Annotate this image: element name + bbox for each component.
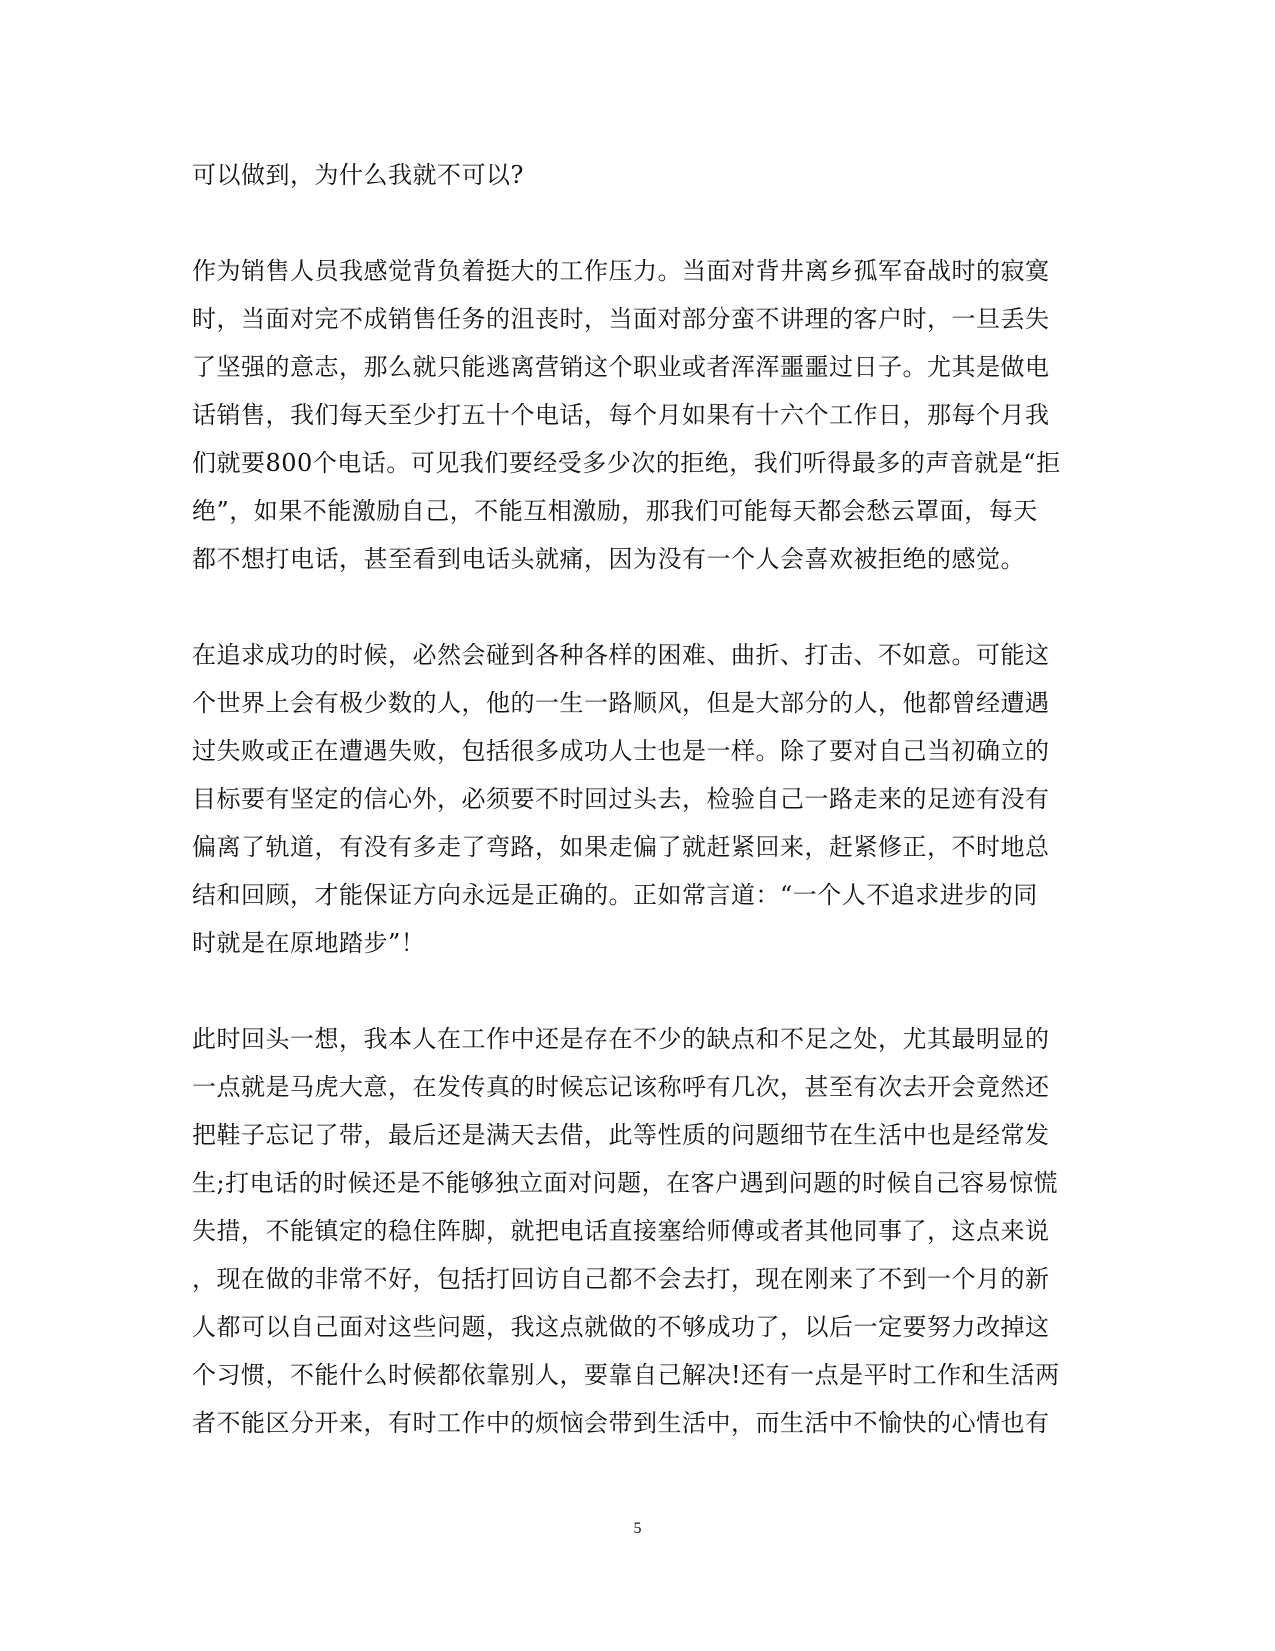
paragraph-3-line-3: 过失败或正在遭遇失败，包括很多成功人士也是一样。除了要对自己当初确立的 (192, 737, 1050, 765)
paragraph-2-line-1: 作为销售人员我感觉背负着挺大的工作压力。当面对背井离乡孤军奋战时的寂寞 (192, 257, 1050, 285)
paragraph-2-line-2: 时，当面对完不成销售任务的沮丧时，当面对部分蛮不讲理的客户时，一旦丢失 (192, 305, 1050, 333)
paragraph-4-line-9: 者不能区分开来，有时工作中的烦恼会带到生活中，而生活中不愉快的心情也有 (192, 1409, 1050, 1437)
paragraph-1-line-1: 可以做到，为什么我就不可以? (192, 161, 524, 189)
paragraph-4-line-8: 个习惯，不能什么时候都依靠别人，要靠自己解决!还有一点是平时工作和生活两 (192, 1361, 1060, 1389)
paragraph-3-line-1: 在追求成功的时候，必然会碰到各种各样的困难、曲折、打击、不如意。可能这 (192, 641, 1050, 669)
paragraph-3-line-4: 目标要有坚定的信心外，必须要不时回过头去，检验自己一路走来的足迹有没有 (192, 785, 1050, 813)
paragraph-4-line-4: 生;打电话的时候还是不能够独立面对问题，在客户遇到问题的时候自己容易惊慌 (192, 1169, 1059, 1197)
paragraph-2-line-4: 话销售，我们每天至少打五十个电话，每个月如果有十六个工作日，那每个月我 (192, 401, 1050, 429)
paragraph-4-line-2: 一点就是马虎大意，在发传真的时候忘记该称呼有几次，甚至有次去开会竟然还 (192, 1073, 1050, 1101)
paragraph-2-line-3: 了坚强的意志，那么就只能逃离营销这个职业或者浑浑噩噩过日子。尤其是做电 (192, 353, 1050, 381)
paragraph-3-line-5: 偏离了轨道，有没有多走了弯路，如果走偏了就赶紧回来，赶紧修正，不时地总 (192, 833, 1050, 861)
paragraph-4-line-7: 人都可以自己面对这些问题，我这点就做的不够成功了，以后一定要努力改掉这 (192, 1313, 1050, 1341)
paragraph-4-line-3: 把鞋子忘记了带，最后还是满天去借，此等性质的问题细节在生活中也是经常发 (192, 1121, 1050, 1149)
paragraph-2-line-5: 们就要800个电话。可见我们要经受多少次的拒绝，我们听得最多的声音就是“拒 (192, 449, 1061, 477)
paragraph-3-line-7: 时就是在原地踏步”！ (192, 929, 426, 957)
paragraph-4-line-5: 失措，不能镇定的稳住阵脚，就把电话直接塞给师傅或者其他同事了，这点来说 (192, 1217, 1050, 1245)
paragraph-2-line-7: 都不想打电话，甚至看到电话头就痛，因为没有一个人会喜欢被拒绝的感觉。 (192, 545, 1025, 573)
page-number: 5 (633, 1520, 642, 1537)
paragraph-4-line-6: ，现在做的非常不好，包括打回访自己都不会去打，现在刚来了不到一个月的新 (192, 1265, 1050, 1293)
paragraph-2-line-6: 绝”，如果不能激励自己，不能互相激励，那我们可能每天都会愁云罩面，每天 (192, 497, 1038, 525)
paragraph-3-line-6: 结和回顾，才能保证方向永远是正确的。正如常言道：“一个人不追求进步的同 (192, 881, 1038, 909)
paragraph-3-line-2: 个世界上会有极少数的人，他的一生一路顺风，但是大部分的人，他都曾经遭遇 (192, 689, 1050, 717)
paragraph-4-line-1: 此时回头一想，我本人在工作中还是存在不少的缺点和不足之处，尤其最明显的 (192, 1025, 1050, 1053)
